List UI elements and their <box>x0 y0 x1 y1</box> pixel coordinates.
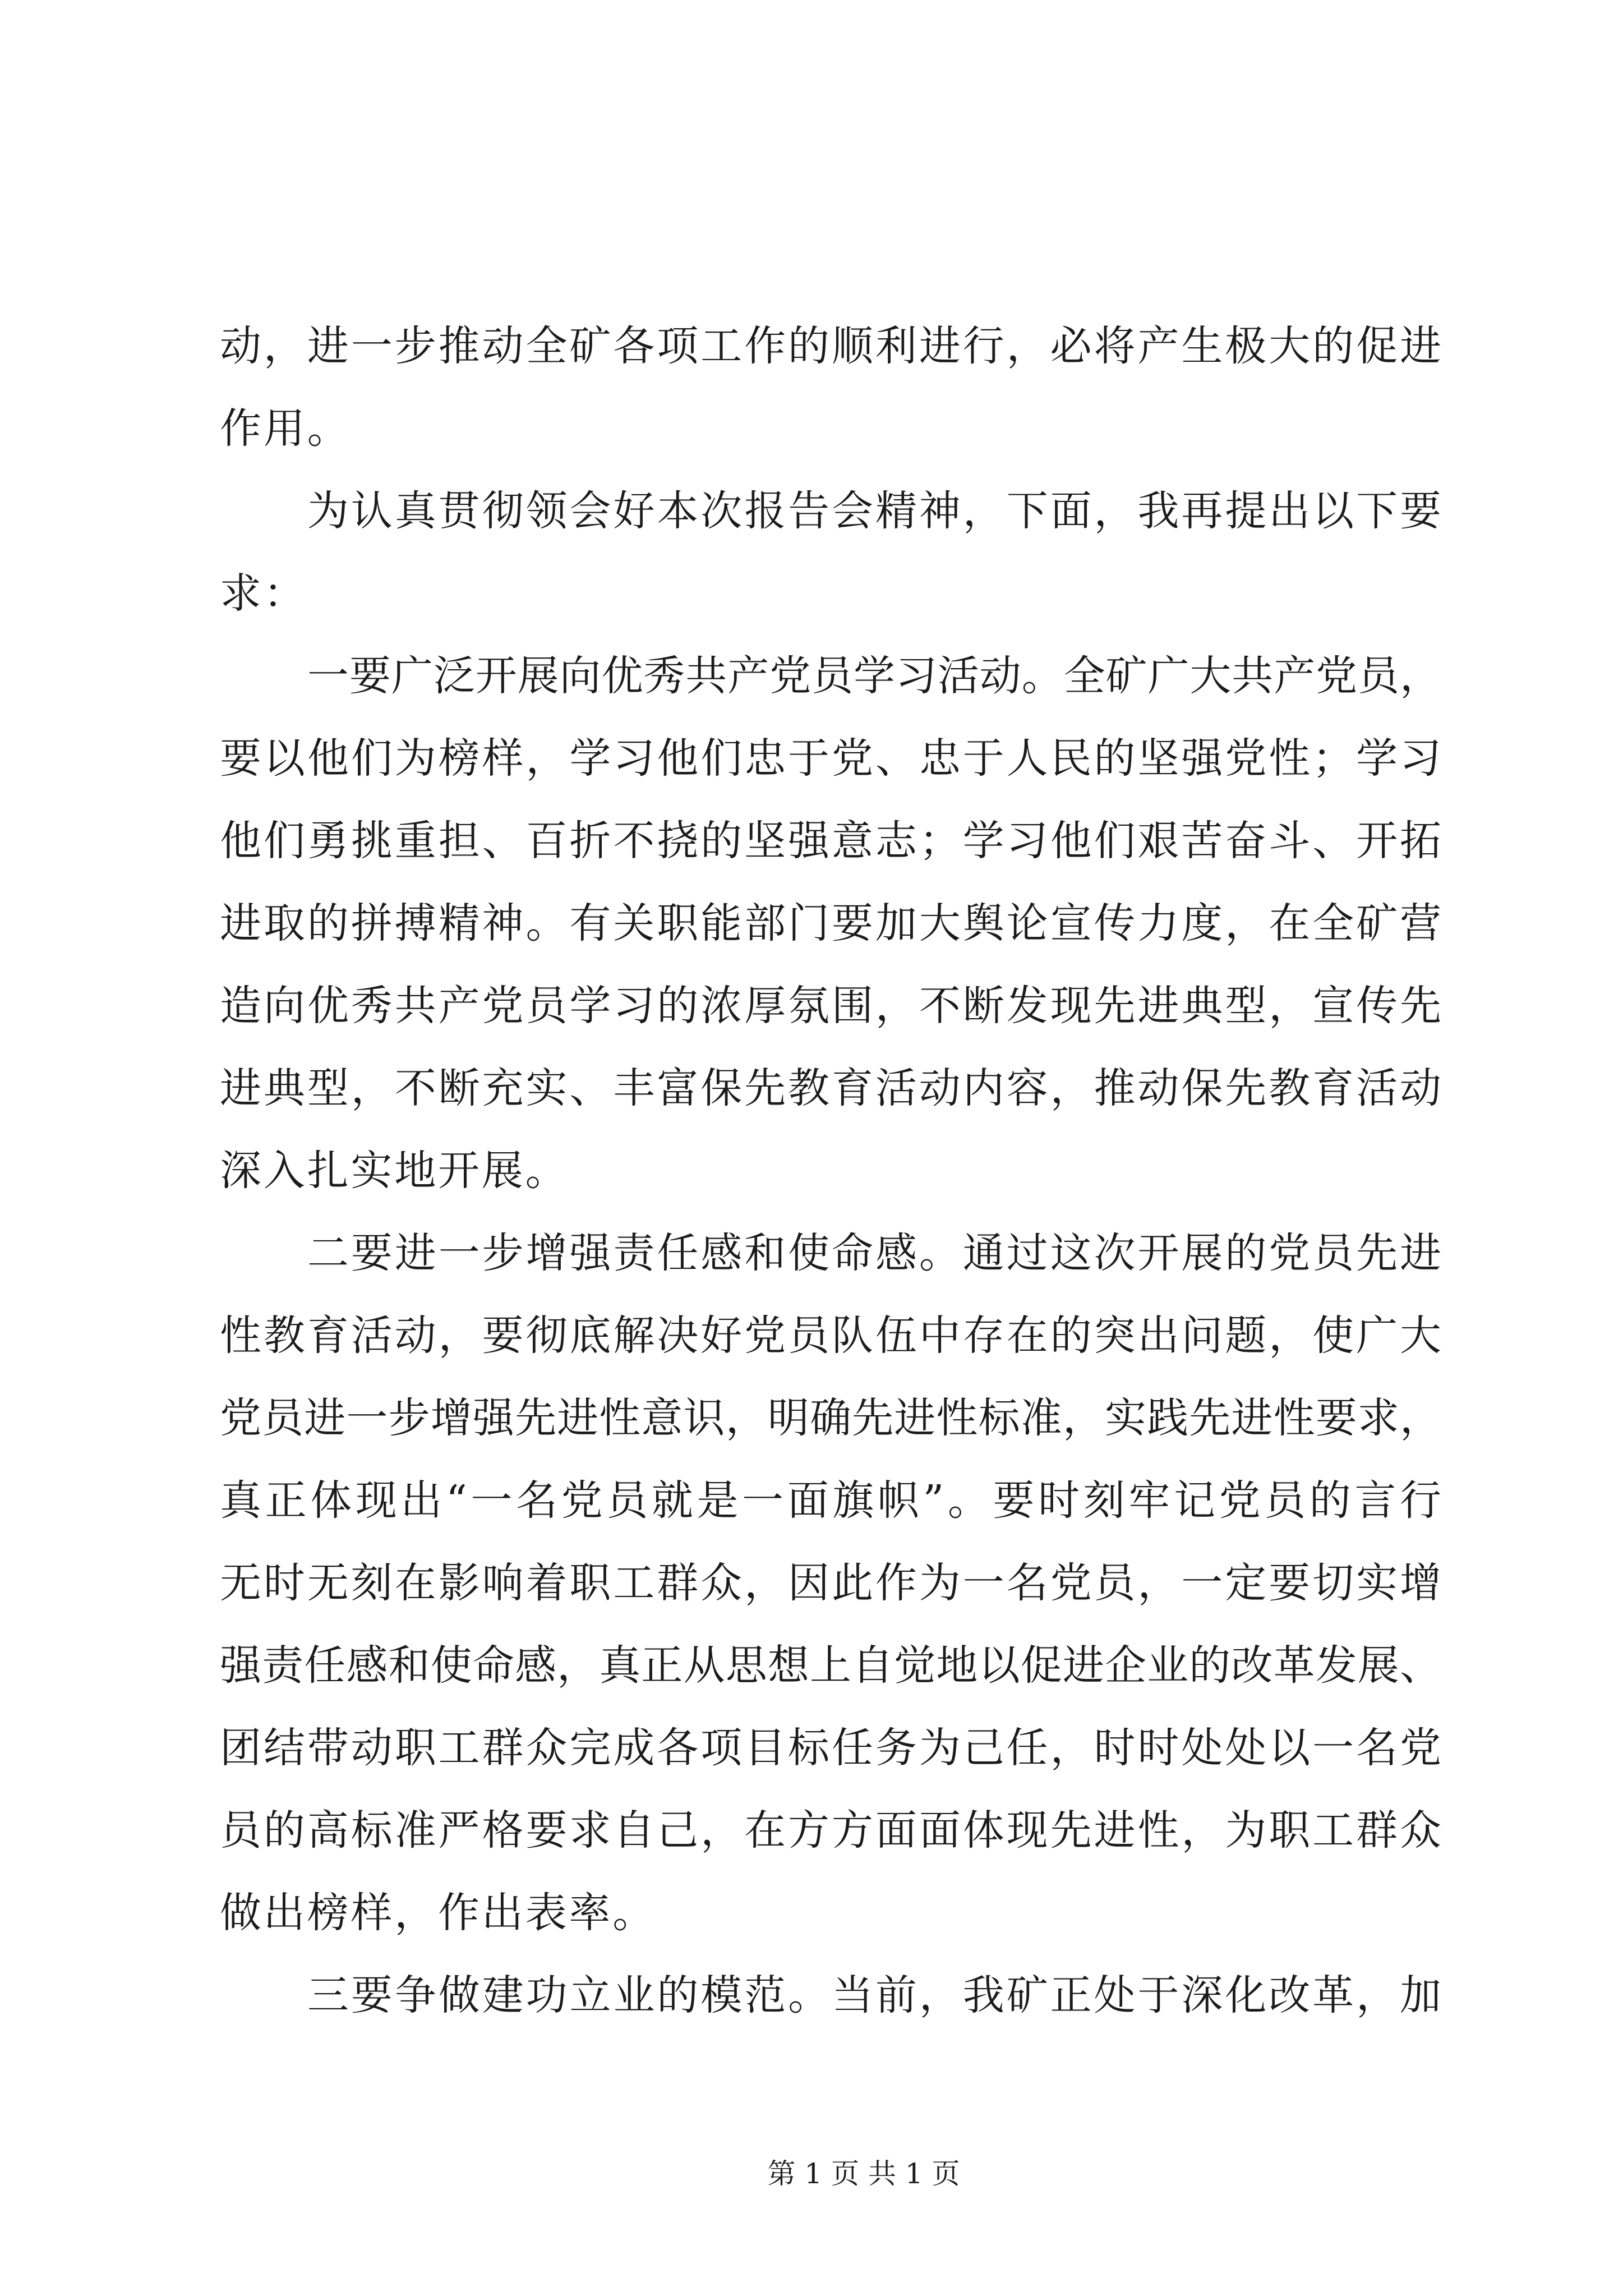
text-line: 真正体现出“一名党员就是一面旗帜”。要时刻牢记党员的言行 <box>220 1476 1441 1525</box>
text-line: 三要争做建功立业的模范。当前，我矿正处于深化改革，加 <box>307 1971 1441 2019</box>
text-line: 为认真贯彻领会好本次报告会精神，下面，我再提出以下要 <box>307 487 1441 535</box>
paragraph <box>220 305 1441 470</box>
text-line: 进典型，不断充实、丰富保先教育活动内容，推动保先教育活动 <box>220 1064 1441 1112</box>
text-line: 动，进一步推动全矿各项工作的顺利进行，必将产生极大的促进 <box>220 322 1441 370</box>
text-line: 他们勇挑重担、百折不挠的坚强意志；学习他们艰苦奋斗、开拓 <box>220 817 1441 865</box>
text-line: 要以他们为榜样，学习他们忠于党、忠于人民的坚强党性；学习 <box>220 734 1441 783</box>
text-line: 性教育活动，要彻底解决好党员队伍中存在的突出问题，使广大 <box>220 1312 1441 1360</box>
text-line: 进取的拼搏精神。有关职能部门要加大舆论宣传力度，在全矿营 <box>220 899 1441 947</box>
text-line: 求： <box>220 569 307 618</box>
text-line: 一要广泛开展向优秀共产党员学习活动。全矿广大共产党员， <box>307 652 1441 700</box>
page-footer: 第 1 页 共 1 页 <box>767 2157 960 2190</box>
text-line: 作用。 <box>220 404 351 453</box>
paragraph <box>220 635 1441 1212</box>
text-line: 党员进一步增强先进性意识，明确先进性标准，实践先进性要求， <box>220 1394 1441 1442</box>
paragraph <box>220 1212 1441 1954</box>
text-line: 团结带动职工群众完成各项目标任务为己任，时时处处以一名党 <box>220 1724 1441 1772</box>
paragraph <box>220 470 1441 635</box>
text-line: 深入扎实地开展。 <box>220 1147 569 1195</box>
paragraph <box>220 1954 1441 2037</box>
text-line: 强责任感和使命感，真正从思想上自觉地以促进企业的改革发展、 <box>220 1641 1441 1690</box>
text-line: 无时无刻在影响着职工群众，因此作为一名党员，一定要切实增 <box>220 1559 1441 1607</box>
document-body <box>220 305 1441 2037</box>
text-line: 造向优秀共产党员学习的浓厚氛围，不断发现先进典型，宣传先 <box>220 982 1441 1030</box>
text-line: 二要进一步增强责任感和使命感。通过这次开展的党员先进 <box>307 1229 1441 1277</box>
text-line: 员的高标准严格要求自己，在方方面面体现先进性，为职工群众 <box>220 1806 1441 1855</box>
text-line: 做出榜样，作出表率。 <box>220 1889 656 1937</box>
